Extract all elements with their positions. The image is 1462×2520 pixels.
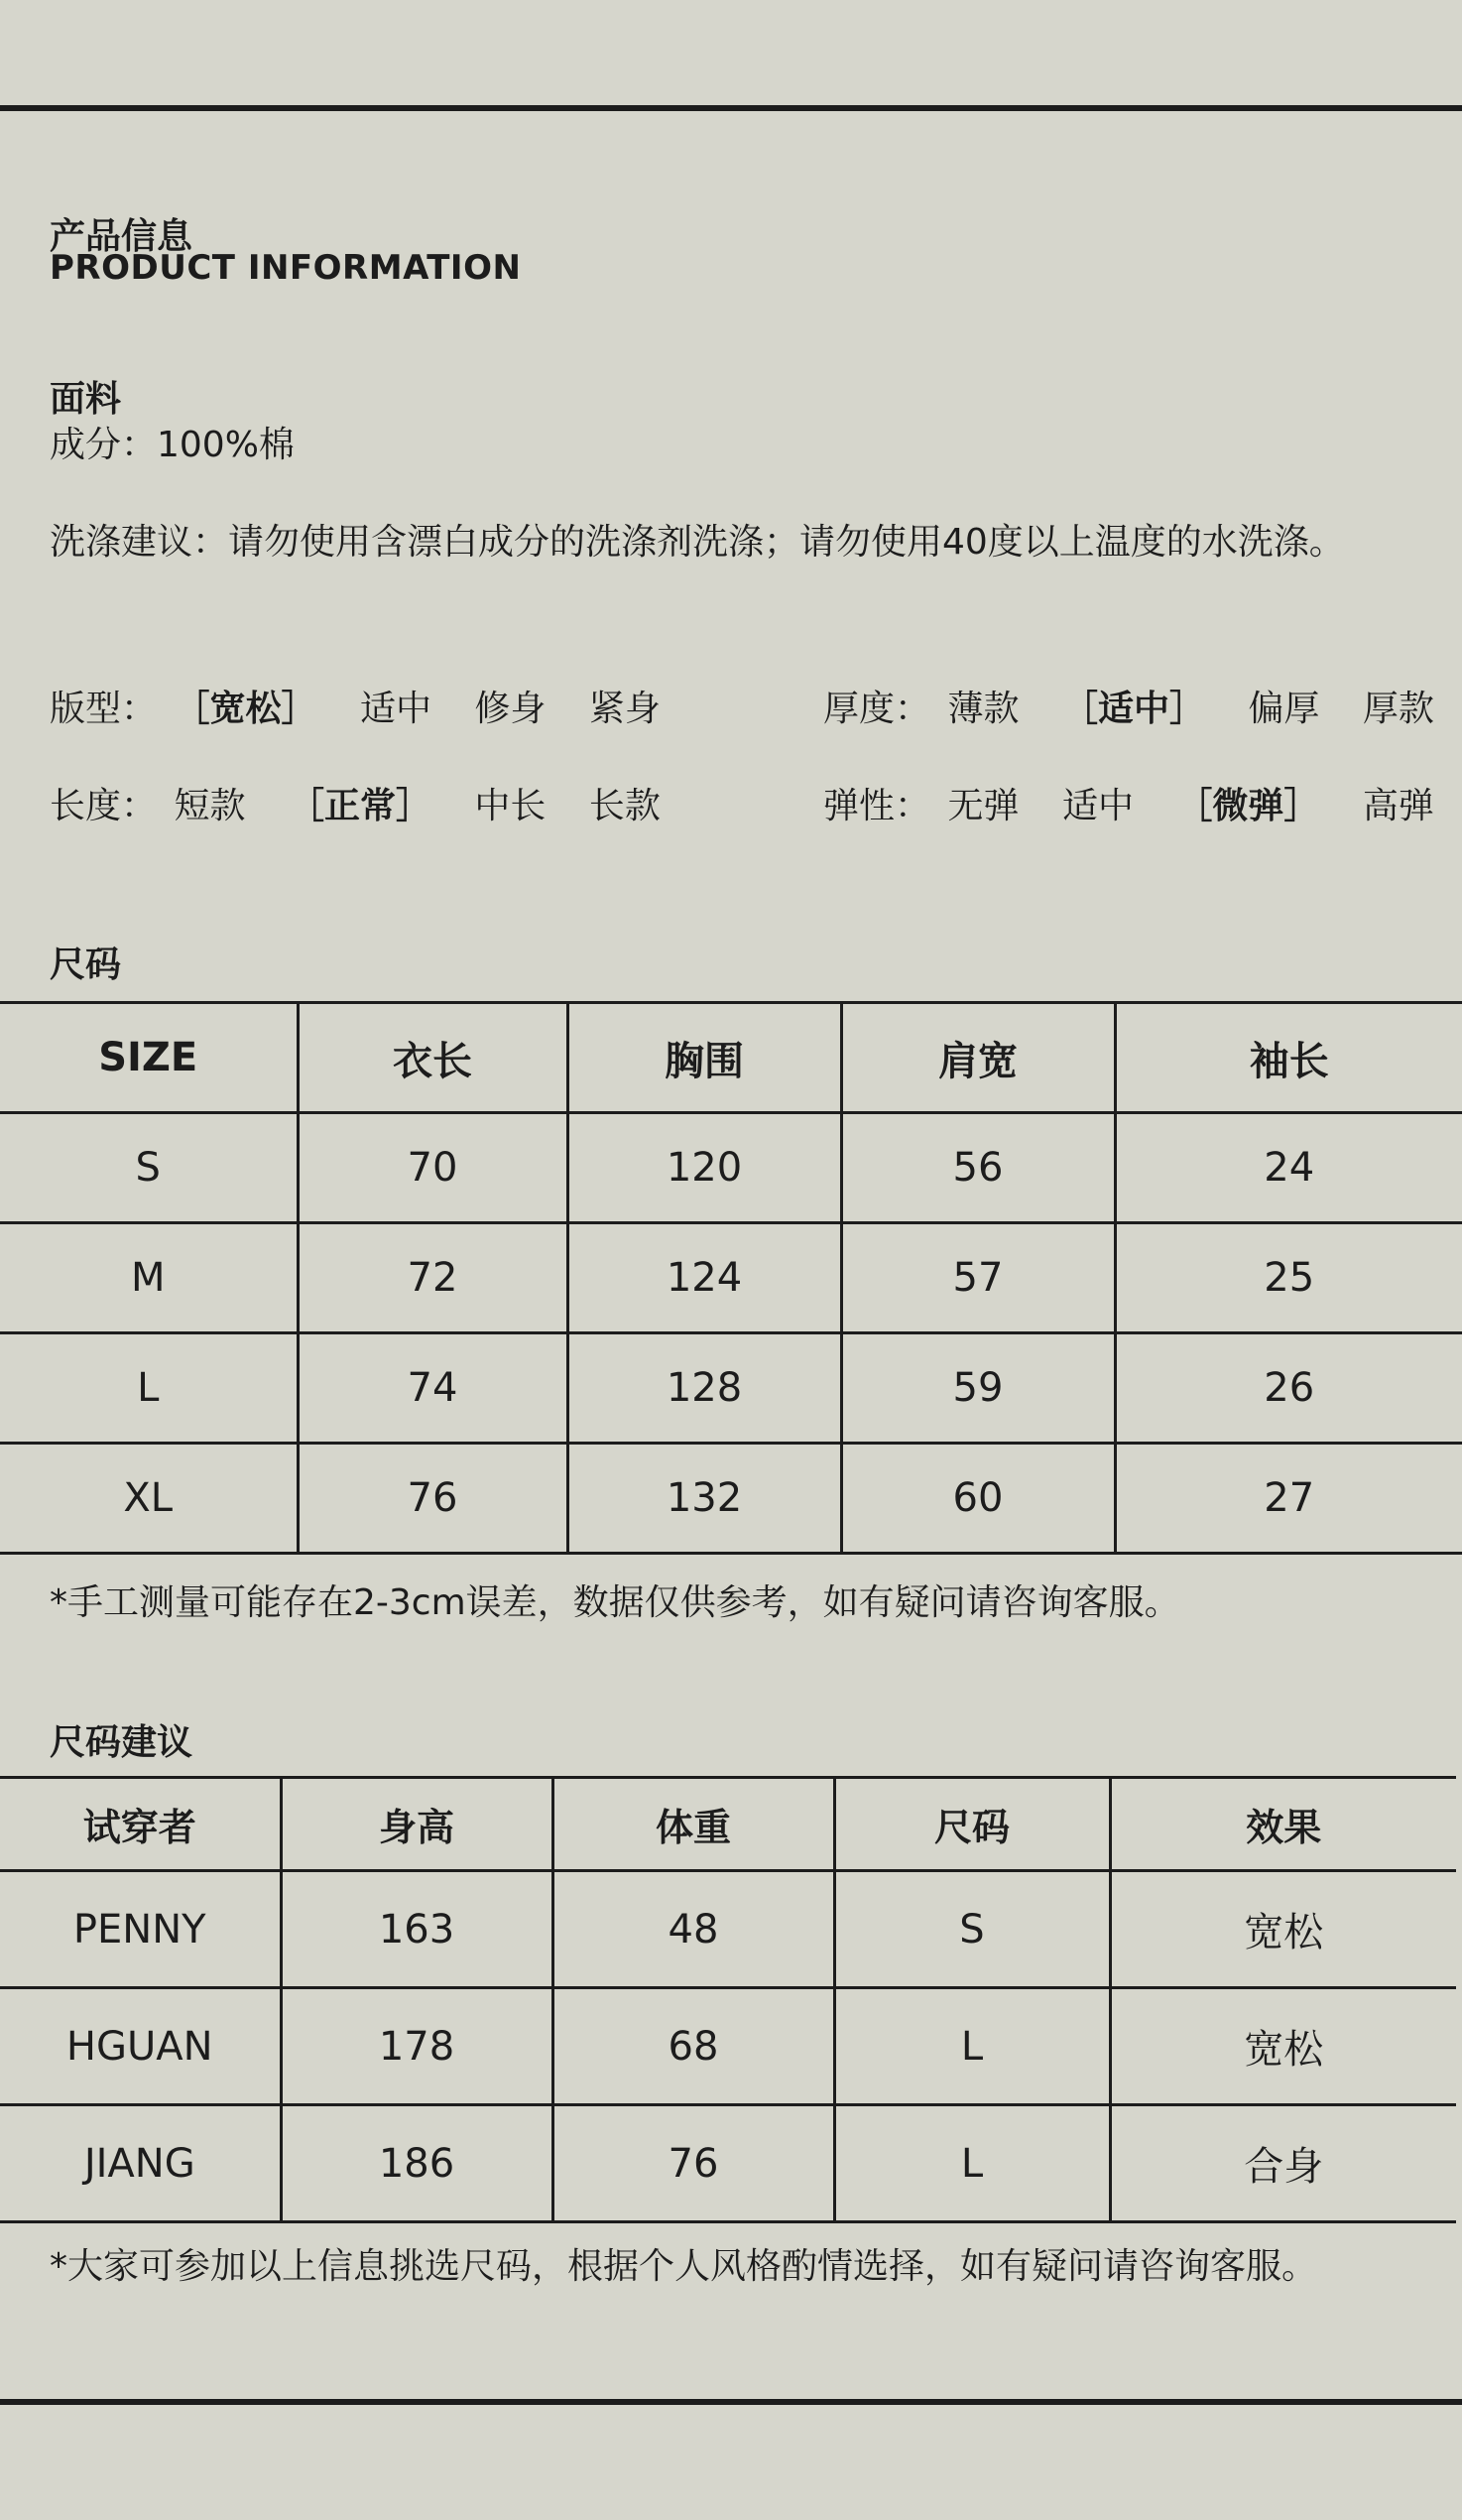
table-cell: 59	[841, 1333, 1115, 1444]
attr-length-label: 长度：	[50, 786, 158, 826]
table-cell: 25	[1115, 1223, 1462, 1333]
table-cell: S	[834, 1871, 1110, 1988]
attr-fit-label: 版型：	[50, 689, 158, 729]
column-header: 效果	[1110, 1778, 1456, 1871]
table-cell: PENNY	[0, 1871, 281, 1988]
column-header: 身高	[281, 1778, 552, 1871]
table-cell: 128	[567, 1333, 841, 1444]
table-cell: 76	[552, 2105, 834, 2222]
table-row	[0, 2105, 1456, 2222]
size-advice-heading: 尺码建议	[50, 1722, 193, 1763]
table-cell: HGUAN	[0, 1988, 281, 2105]
column-header: 试穿者	[0, 1778, 281, 1871]
attr-thickness-option: 厚款	[1362, 689, 1434, 729]
table-cell: 163	[281, 1871, 552, 1988]
table-cell: L	[834, 1988, 1110, 2105]
fabric-composition: 成分：100%棉	[50, 425, 295, 465]
table-row	[0, 1871, 1456, 1988]
fabric-heading: 面料	[50, 379, 122, 420]
table-cell: 178	[281, 1988, 552, 2105]
column-header: 肩宽	[841, 1003, 1115, 1113]
table-cell: 60	[841, 1444, 1115, 1554]
table-cell: 186	[281, 2105, 552, 2222]
section-title-en: PRODUCT INFORMATION	[50, 248, 522, 288]
attr-elasticity-option: 高弹	[1362, 786, 1434, 826]
table-cell: L	[834, 2105, 1110, 2222]
table-cell: XL	[0, 1444, 298, 1554]
table-row	[0, 1988, 1456, 2105]
table-cell: S	[0, 1113, 298, 1223]
table-cell: 76	[298, 1444, 567, 1554]
table-cell: 74	[298, 1333, 567, 1444]
attr-thickness-option: ［适中］	[1061, 689, 1205, 729]
attr-thickness	[823, 681, 1462, 731]
attr-elasticity-label: 弹性：	[823, 786, 931, 826]
table-cell: 124	[567, 1223, 841, 1333]
attr-thickness-option: 薄款	[947, 689, 1020, 729]
column-header: 衣长	[298, 1003, 567, 1113]
attr-fit	[50, 681, 692, 731]
table-cell: 宽松	[1110, 1988, 1456, 2105]
table-cell: JIANG	[0, 2105, 281, 2222]
table-cell: 27	[1115, 1444, 1462, 1554]
table-header-row	[0, 1778, 1456, 1871]
table-cell: 56	[841, 1113, 1115, 1223]
attr-elasticity-option: ［微弹］	[1176, 786, 1320, 826]
size-advice-table	[0, 1776, 1456, 2223]
column-header: 尺码	[834, 1778, 1110, 1871]
attr-fit-option: 适中	[359, 689, 431, 729]
attr-length-option: 长款	[588, 786, 661, 826]
table-cell: M	[0, 1223, 298, 1333]
table-header-row	[0, 1003, 1462, 1113]
attr-length-option: ［正常］	[288, 786, 431, 826]
top-divider	[0, 105, 1462, 111]
table-cell: 宽松	[1110, 1871, 1456, 1988]
size-chart-note: *手工测量可能存在2-3cm误差，数据仅供参考，如有疑问请咨询客服。	[50, 1582, 1180, 1623]
attr-fit-option: ［宽松］	[174, 689, 317, 729]
wash-advice: 洗涤建议：请勿使用含漂白成分的洗涤剂洗涤；请勿使用40度以上温度的水洗涤。	[50, 522, 1345, 563]
attr-length-option: 中长	[474, 786, 547, 826]
size-chart-heading: 尺码	[50, 945, 122, 985]
attr-fit-option: 紧身	[588, 689, 661, 729]
table-cell: L	[0, 1333, 298, 1444]
table-cell: 57	[841, 1223, 1115, 1333]
table-cell: 132	[567, 1444, 841, 1554]
table-row	[0, 1223, 1462, 1333]
attr-thickness-option: 偏厚	[1248, 689, 1320, 729]
table-cell: 70	[298, 1113, 567, 1223]
column-header: SIZE	[0, 1003, 298, 1113]
column-header: 袖长	[1115, 1003, 1462, 1113]
table-cell: 26	[1115, 1333, 1462, 1444]
table-cell: 合身	[1110, 2105, 1456, 2222]
table-row	[0, 1333, 1462, 1444]
table-cell: 72	[298, 1223, 567, 1333]
attr-elasticity-option: 无弹	[947, 786, 1020, 826]
attr-length-option: 短款	[174, 786, 246, 826]
table-cell: 48	[552, 1871, 834, 1988]
attr-thickness-label: 厚度：	[823, 689, 931, 729]
bottom-divider	[0, 2399, 1462, 2405]
table-row	[0, 1113, 1462, 1223]
section-title-cn: 产品信息	[50, 216, 193, 257]
table-cell: 120	[567, 1113, 841, 1223]
table-cell: 24	[1115, 1113, 1462, 1223]
attr-elasticity-option: 适中	[1061, 786, 1134, 826]
size-chart-table	[0, 1001, 1462, 1555]
size-advice-note: *大家可参加以上信息挑选尺码，根据个人风格酌情选择，如有疑问请咨询客服。	[50, 2246, 1318, 2287]
table-row	[0, 1444, 1462, 1554]
attr-length	[50, 778, 692, 828]
attr-fit-option: 修身	[474, 689, 547, 729]
table-cell: 68	[552, 1988, 834, 2105]
column-header: 胸围	[567, 1003, 841, 1113]
column-header: 体重	[552, 1778, 834, 1871]
attr-elasticity	[823, 778, 1462, 828]
